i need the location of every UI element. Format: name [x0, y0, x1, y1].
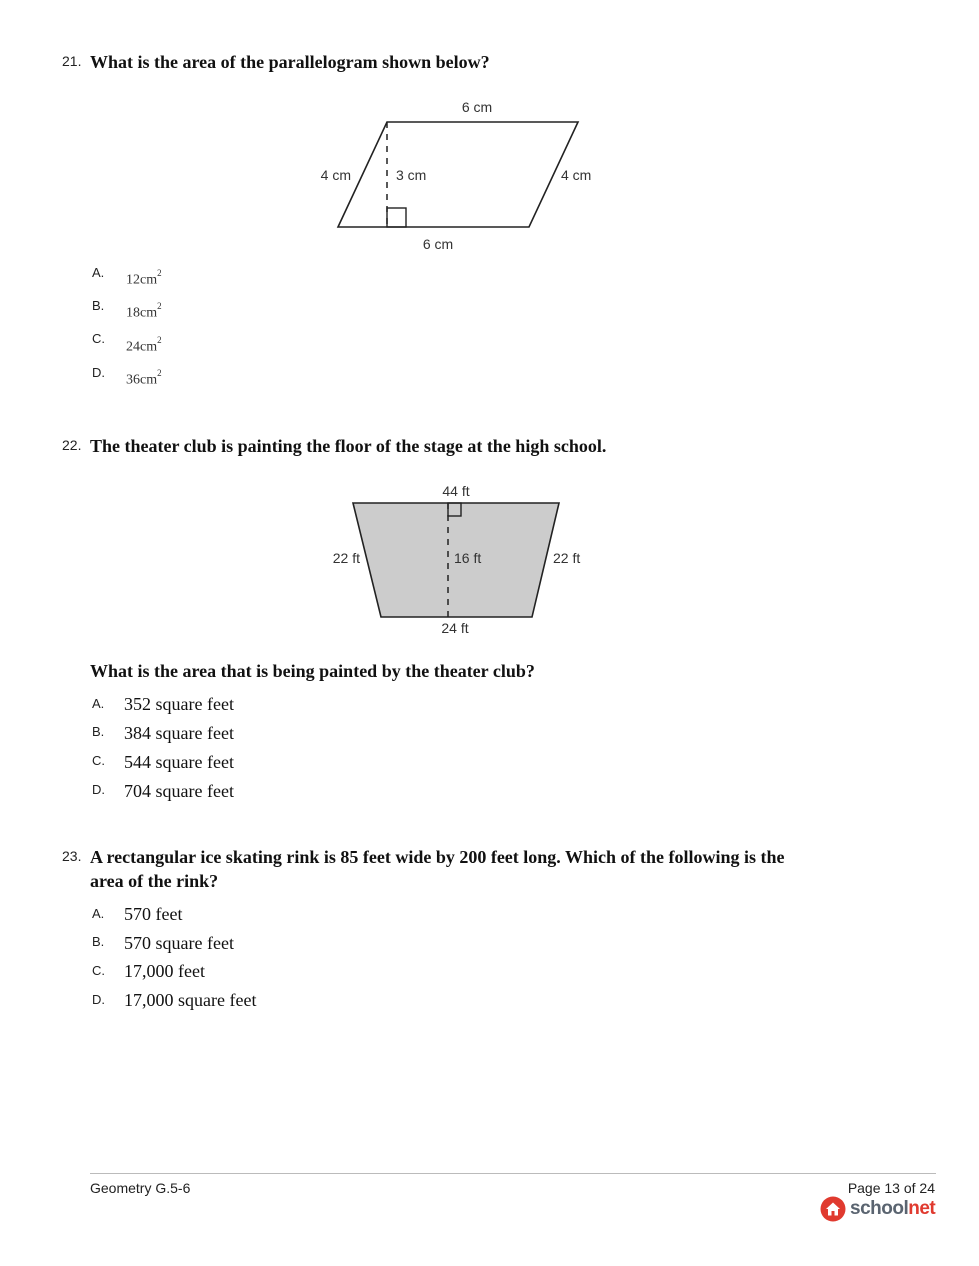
choice-b[interactable]: $18cm^2$ [126, 301, 162, 321]
choice-letter: A. [92, 265, 105, 280]
choice-c[interactable]: $24cm^2$ [126, 335, 162, 355]
footer-title: Geometry G.5-6 [90, 1180, 191, 1196]
choice-a[interactable]: $12cm^2$ [126, 268, 162, 288]
question-prompt: The theater club is painting the floor of the stage at the high school. [90, 436, 607, 456]
logo-net-text: net [908, 1198, 936, 1219]
choice-letter: C. [92, 753, 105, 768]
choice-letter: B. [92, 724, 105, 739]
top-label: 6 cm [461, 99, 493, 115]
choice-d[interactable]: 17,000 square feet [124, 990, 257, 1010]
choice-b[interactable]: 384 square feet [124, 723, 234, 743]
choice-c[interactable]: 17,000 feet [124, 961, 205, 981]
question-prompt-line2: area of the rink? [90, 871, 219, 891]
choice-letter: C. [92, 331, 105, 346]
schoolnet-logo [820, 1195, 935, 1223]
choice-a[interactable]: 570 feet [124, 904, 183, 924]
choice-a[interactable]: 352 square feet [124, 694, 234, 714]
logo-school-text: school [850, 1198, 909, 1219]
choice-letter: C. [92, 963, 105, 978]
left-label: 4 cm [320, 167, 351, 183]
choice-d[interactable]: $36cm^2$ [126, 368, 162, 388]
bottom-label: 6 cm [422, 236, 454, 252]
height-label: 3 cm [396, 167, 427, 183]
choice-letter: B. [92, 934, 105, 949]
right-angle-mark [387, 208, 406, 227]
choice-d[interactable]: 704 square feet [124, 781, 234, 801]
choice-letter: B. [92, 298, 105, 313]
height-label: 16 ft [454, 550, 482, 566]
question-number: 23. [62, 848, 82, 864]
page-number: Page 13 of 24 [847, 1180, 935, 1196]
question-number: 22. [62, 437, 82, 453]
parallelogram-figure [300, 92, 620, 262]
right-label: 22 ft [553, 550, 581, 566]
trapezoid-figure [315, 477, 605, 642]
question-prompt: What is the area of the parallelogram shown below? [90, 52, 490, 72]
right-label: 4 cm [561, 167, 592, 183]
question-number: 21. [62, 53, 82, 69]
choice-c[interactable]: 544 square feet [124, 752, 234, 772]
top-label: 44 ft [442, 483, 470, 499]
choice-letter: D. [92, 992, 105, 1007]
footer-divider [90, 1173, 936, 1174]
house-icon [820, 1196, 846, 1222]
left-label: 22 ft [332, 550, 360, 566]
question-prompt-line1: A rectangular ice skating rink is 85 feet wide by 200 feet long. Which of the following is the [90, 847, 785, 867]
bottom-label: 24 ft [441, 620, 469, 636]
question-subprompt: What is the area that is being painted by the theater club? [90, 661, 535, 681]
choice-letter: D. [92, 782, 105, 797]
choice-letter: A. [92, 696, 105, 711]
choice-b[interactable]: 570 square feet [124, 933, 234, 953]
choice-letter: D. [92, 365, 105, 380]
choice-letter: A. [92, 906, 105, 921]
parallelogram-shape [338, 122, 578, 227]
